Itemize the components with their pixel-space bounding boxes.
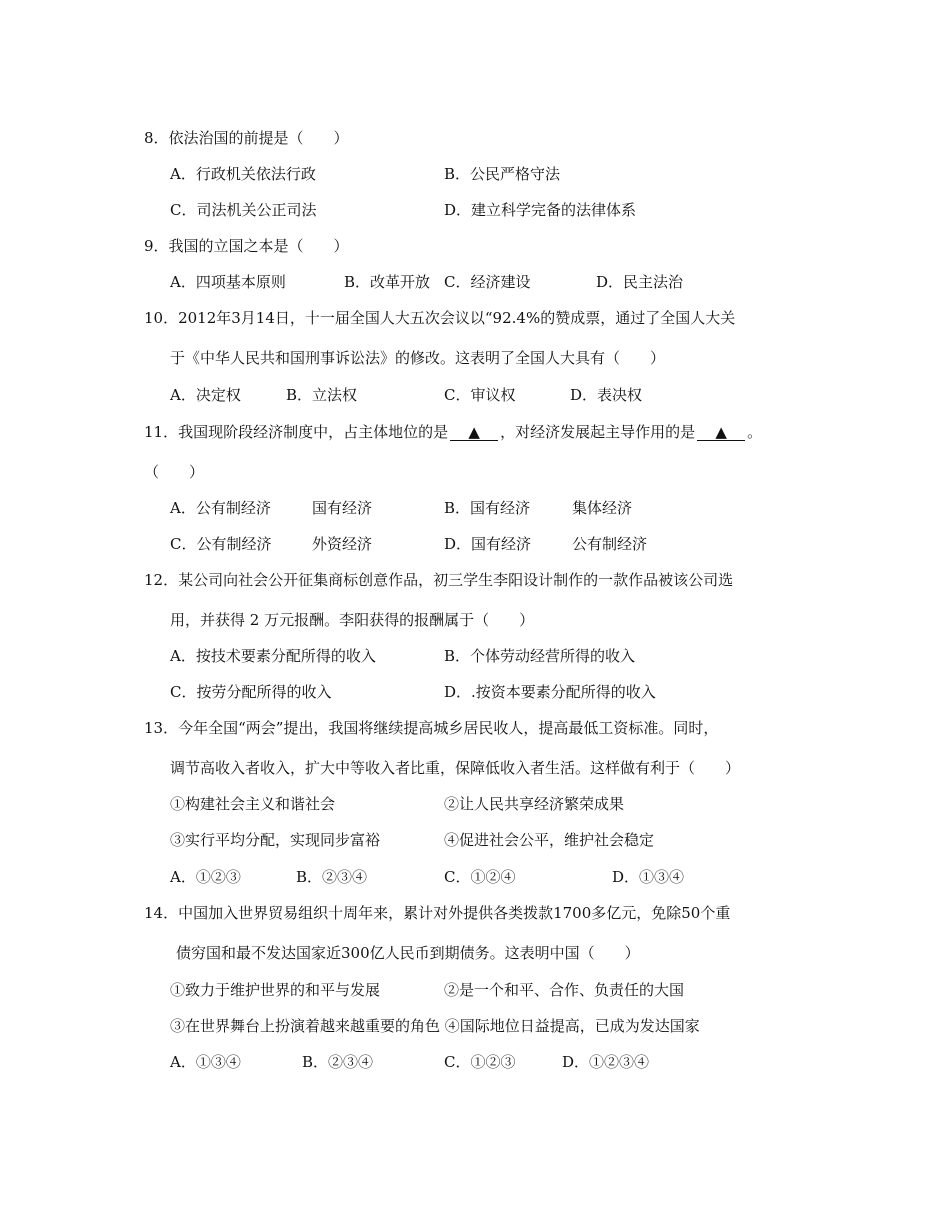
q11-option-b-second: 集体经济 (572, 499, 633, 517)
q8-option-c: C．司法机关公正司法 (170, 201, 317, 219)
q11-stem-part3: 。 (747, 423, 763, 441)
q14-statement-1: ①致力于维护世界的和平与发展 (170, 981, 381, 999)
q10-stem-line2: 于《中华人民共和国刑事诉讼法》的修改。这表明了全国人大具有（ ） (170, 349, 666, 367)
q12-option-c: C．按劳分配所得的收入 (170, 683, 332, 701)
q13-stem-line2: 调节高收入者收入，扩大中等收入者比重，保障低收入者生活。这样做有利于（ ） (170, 759, 741, 777)
q13-statement-3: ③实行平均分配，实现同步富裕 (170, 831, 381, 849)
q8-option-b: B．公民严格守法 (444, 165, 561, 183)
q11-blank-1: ▲ (450, 424, 498, 441)
q14-stem-line2: 债穷国和最不发达国家近300亿人民币到期债务。这表明中国（ ） (176, 944, 640, 962)
q9-option-c: C．经济建设 (444, 273, 531, 291)
q11-blank-2: ▲ (697, 424, 745, 441)
q11-option-c-label: C．公有制经济 (170, 535, 272, 553)
q12-option-b: B．个体劳动经营所得的收入 (444, 647, 636, 665)
q10-option-b: B．立法权 (286, 386, 358, 404)
q13-option-c: C．①②④ (444, 868, 516, 886)
q12-stem-line1: 12．某公司向社会公开征集商标创意作品，初三学生李阳设计制作的一款作品被该公司选 (144, 571, 734, 589)
q11-answer-parens: （ ） (144, 463, 205, 481)
q12-option-d: D．.按资本要素分配所得的收入 (444, 683, 656, 701)
q14-statements-3-4: ③在世界舞台上扮演着越来越重要的角色 ④国际地位日益提高，已成为发达国家 (170, 1017, 700, 1035)
q10-option-d: D．表决权 (570, 386, 643, 404)
q14-statement-2: ②是一个和平、合作、负责任的大国 (444, 981, 685, 999)
q8-option-d: D．建立科学完备的法律体系 (444, 201, 637, 219)
q13-statement-4: ④促进社会公平，维护社会稳定 (444, 831, 655, 849)
q12-option-a: A．按技术要素分配所得的收入 (170, 647, 376, 665)
q11-stem (144, 422, 762, 442)
q14-option-c: C．①②③ (444, 1053, 516, 1071)
q14-option-b: B．②③④ (302, 1053, 374, 1071)
q14-stem-line1: 14．中国加入世界贸易组织十周年来，累计对外提供各类拨款1700多亿元，免除50个重 (144, 904, 731, 922)
q13-option-d: D．①③④ (612, 868, 685, 886)
q8-stem: 8．依法治国的前提是（ ） (144, 129, 349, 147)
q13-statement-2: ②让人民共享经济繁荣成果 (444, 795, 625, 813)
q9-option-b: B．改革开放 (344, 273, 431, 291)
q14-option-d: D．①②③④ (562, 1053, 650, 1071)
q10-stem-line1: 10．2012年3月14日，十一届全国人大五次会议以“92.4%的赞成票，通过了全国人大关 (144, 309, 736, 327)
q9-stem: 9．我国的立国之本是（ ） (144, 237, 349, 255)
q8-option-a: A．行政机关依法行政 (170, 165, 316, 183)
q9-option-d: D．民主法治 (596, 273, 684, 291)
q13-stem-line1: 13．今年全国“两会”提出，我国将继续提高城乡居民收人，提高最低工资标准。同时， (144, 719, 719, 737)
q13-option-a: A．①②③ (170, 868, 241, 886)
q12-stem-line2: 用，并获得 2 万元报酬。李阳获得的报酬属于（ ） (170, 611, 535, 629)
q9-option-a: A．四项基本原则 (170, 273, 286, 291)
q11-option-a-second: 国有经济 (312, 499, 373, 517)
q11-stem-part1: 11．我国现阶段经济制度中，占主体地位的是 (144, 423, 449, 441)
q11-option-d-label: D．国有经济 (444, 535, 532, 553)
q10-option-c: C．审议权 (444, 386, 516, 404)
q13-statement-1: ①构建社会主义和谐社会 (170, 795, 336, 813)
q14-option-a: A．①③④ (170, 1053, 241, 1071)
q13-option-b: B．②③④ (296, 868, 368, 886)
q11-option-d-second: 公有制经济 (572, 535, 648, 553)
q11-option-a-label: A．公有制经济 (170, 499, 271, 517)
q10-option-a: A．决定权 (170, 386, 241, 404)
q11-option-b-label: B．国有经济 (444, 499, 531, 517)
q11-stem-part2: ，对经济发展起主导作用的是 (500, 423, 696, 441)
q11-option-c-second: 外资经济 (312, 535, 373, 553)
